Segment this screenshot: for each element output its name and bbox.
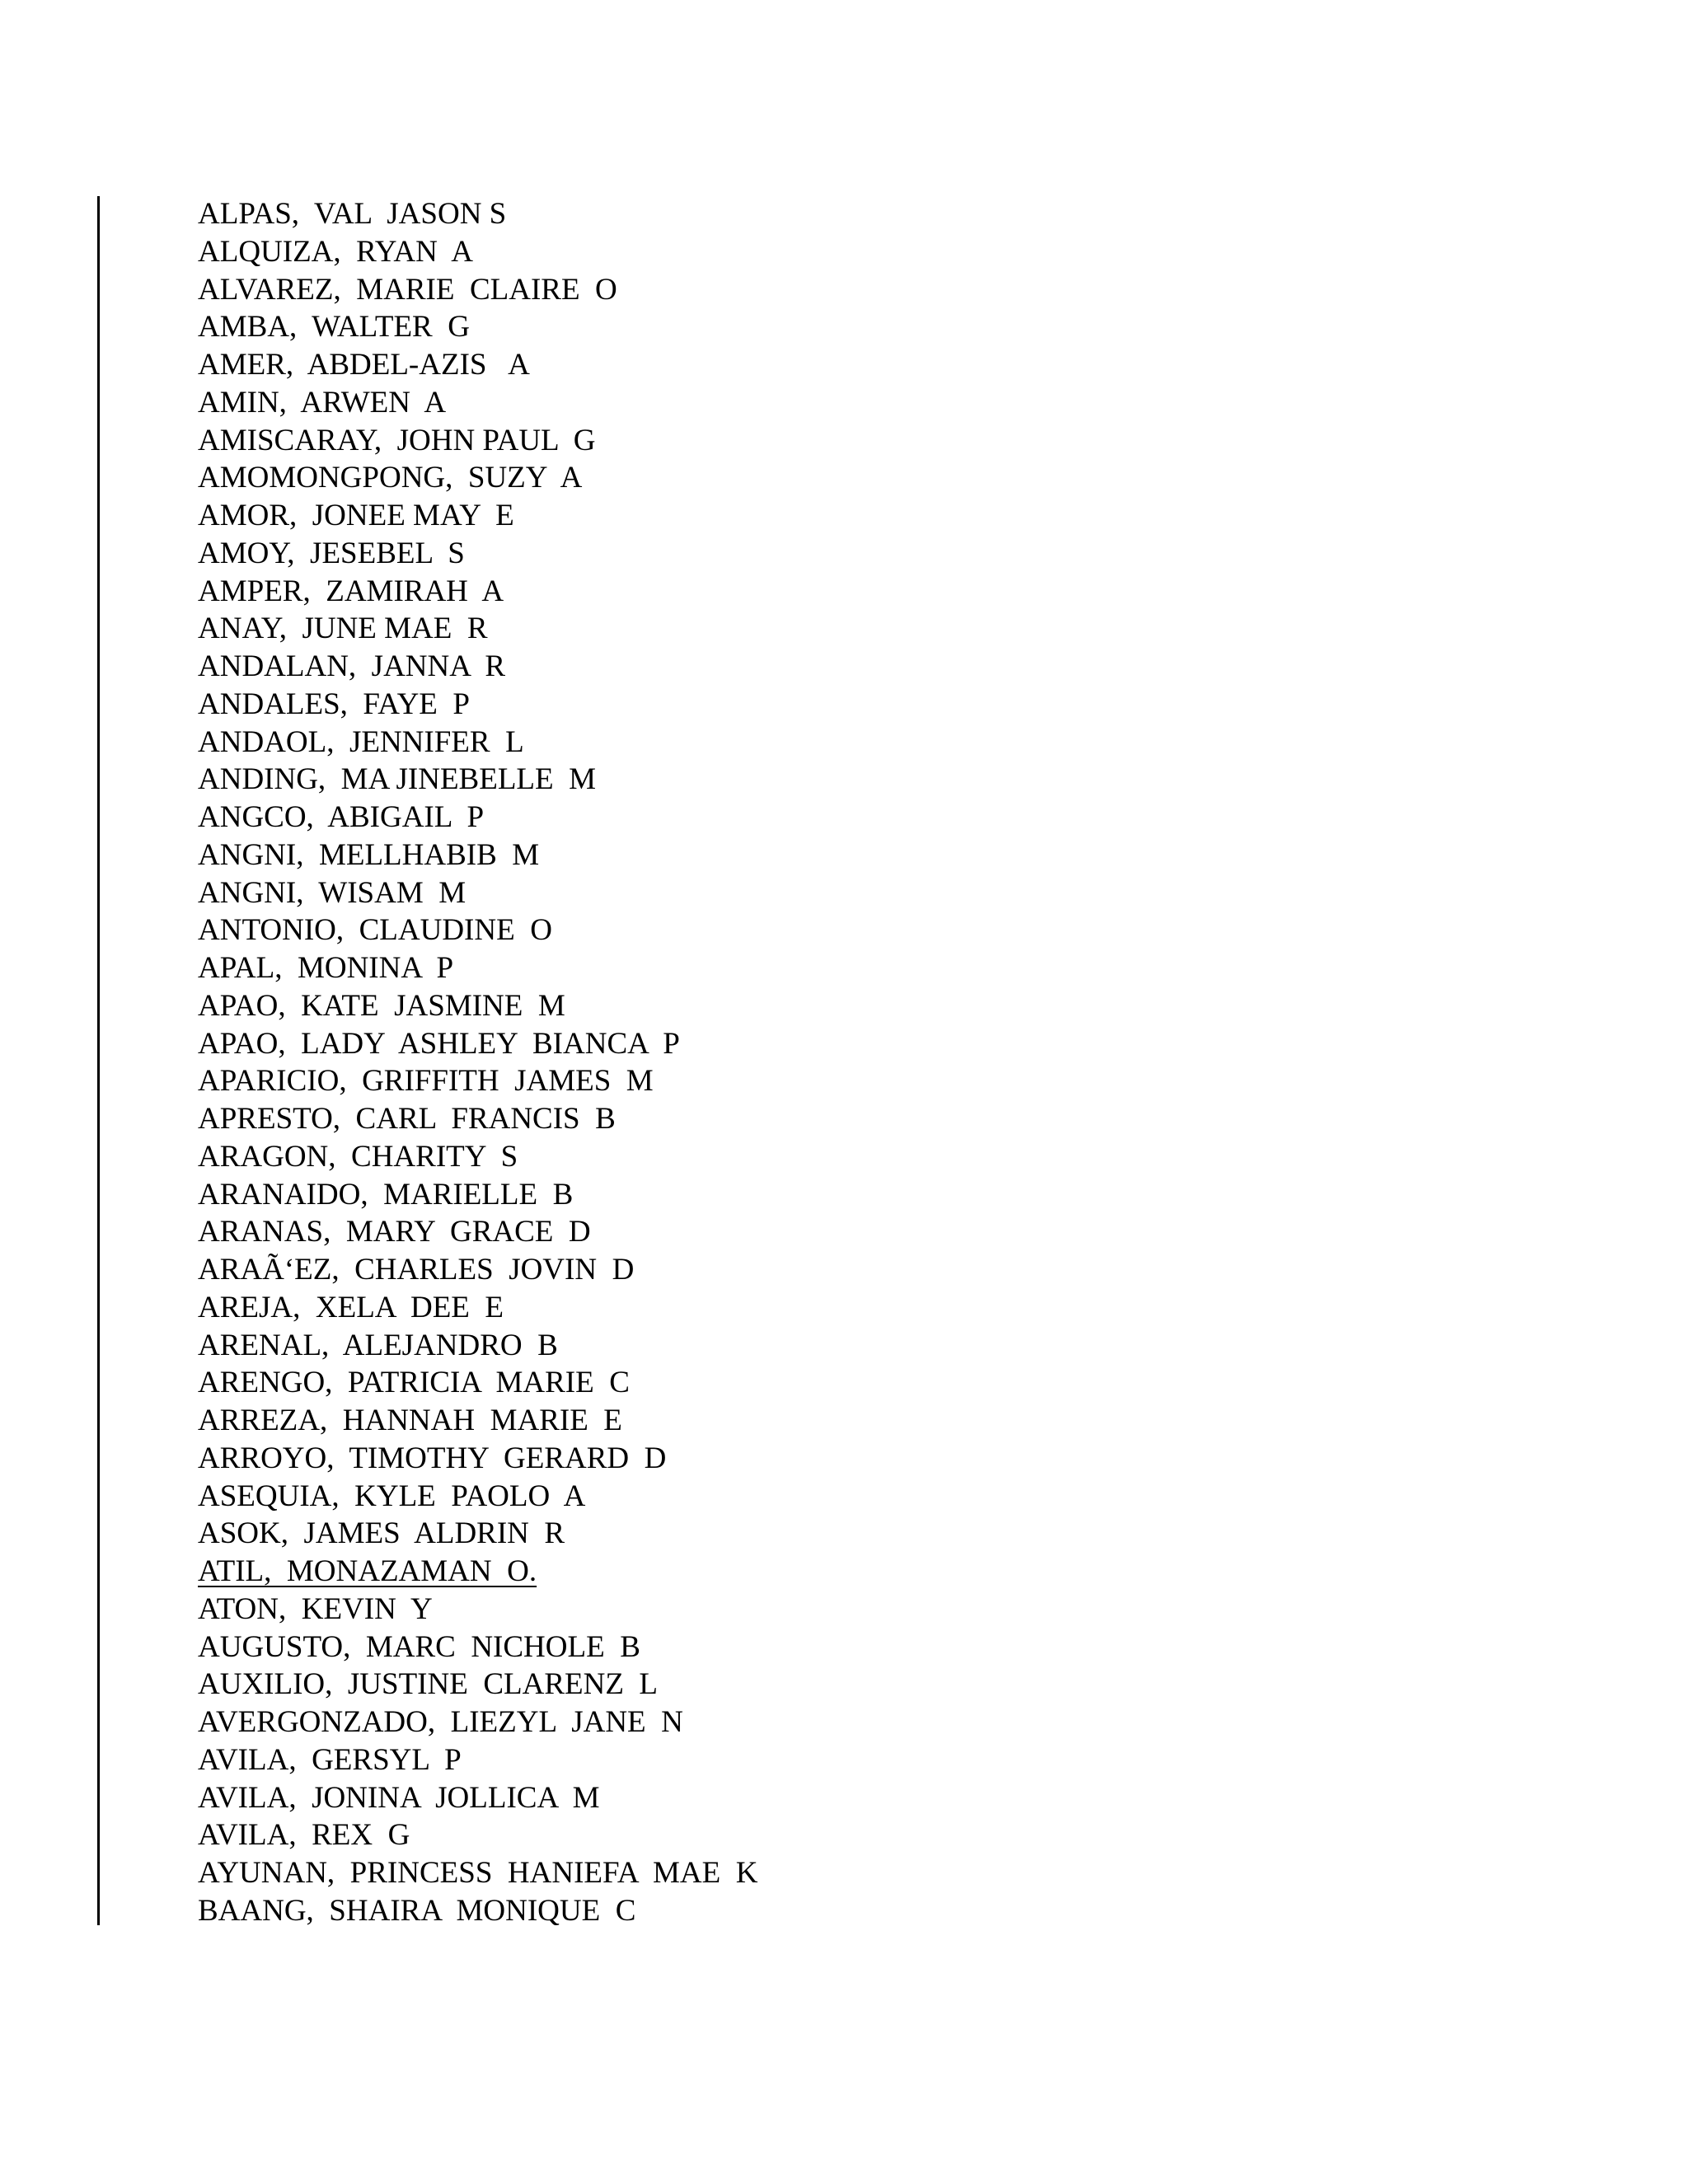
list-item: AVILA, REX G [198, 1818, 410, 1853]
list-item: ALVAREZ, MARIE CLAIRE O [198, 272, 617, 307]
list-item: ANDAOL, JENNIFER L [198, 724, 524, 759]
list-item: ARAGON, CHARITY S [198, 1139, 518, 1174]
list-item: APAL, MONINA P [198, 951, 454, 985]
list-item: APAO, KATE JASMINE M [198, 988, 565, 1023]
list-item: AMOR, JONEE MAY E [198, 499, 514, 532]
list-item: ASEQUIA, KYLE PAOLO A [198, 1479, 586, 1513]
list-item: ANDALAN, JANNA R [198, 649, 506, 683]
list-item: ANTONIO, CLAUDINE O [198, 913, 552, 948]
list-item: ASOK, JAMES ALDRIN R [198, 1516, 565, 1551]
list-item: AMBA, WALTER G [198, 310, 470, 344]
list-item: ANGNI, MELLHABIB M [198, 837, 540, 872]
list-item: BAANG, SHAIRA MONIQUE C [198, 1893, 636, 1928]
revision-bar [97, 196, 100, 1925]
list-item: AVERGONZADO, LIEZYL JANE N [198, 1705, 683, 1739]
list-item: ATON, KEVIN Y [198, 1591, 433, 1626]
list-item-underlined: ATIL, MONAZAMAN O. [198, 1554, 537, 1588]
list-item: APARICIO, GRIFFITH JAMES M [198, 1064, 654, 1099]
list-item: ARROYO, TIMOTHY GERARD D [198, 1441, 667, 1475]
list-item: ANGCO, ABIGAIL P [198, 800, 485, 834]
list-item: APRESTO, CARL FRANCIS B [198, 1102, 616, 1136]
list-item: AMISCARAY, JOHN PAUL G [198, 423, 596, 457]
list-item: ARENGO, PATRICIA MARIE C [198, 1366, 630, 1400]
list-item: ANAY, JUNE MAE R [198, 612, 488, 646]
list-item: AMOY, JESEBEL S [198, 536, 465, 570]
list-item: AMIN, ARWEN A [198, 385, 447, 419]
name-list [198, 195, 757, 1930]
list-item: AVILA, GERSYL P [198, 1742, 462, 1777]
list-item: ARREZA, HANNAH MARIE E [198, 1404, 622, 1437]
list-item: ARANAS, MARY GRACE D [198, 1215, 591, 1249]
list-item: ALPAS, VAL JASON S [198, 197, 507, 231]
list-item: AVILA, JONINA JOLLICA M [198, 1780, 600, 1815]
list-item: AREJA, XELA DEE E [198, 1290, 504, 1324]
list-item: AMER, ABDEL-AZIS A [198, 348, 530, 382]
list-item: AMOMONGPONG, SUZY A [198, 461, 583, 495]
list-item: ALQUIZA, RYAN A [198, 234, 474, 269]
list-item: AMPER, ZAMIRAH A [198, 574, 504, 608]
list-item: ANDING, MA JINEBELLE M [198, 762, 597, 797]
list-item: ANDALES, FAYE P [198, 687, 470, 721]
list-item: ARAÃ‘EZ, CHARLES JOVIN D [198, 1253, 635, 1286]
list-item: AUGUSTO, MARC NICHOLE B [198, 1629, 640, 1664]
list-item: ARANAIDO, MARIELLE B [198, 1177, 574, 1212]
list-item: AYUNAN, PRINCESS HANIEFA MAE K [198, 1856, 758, 1890]
list-item: ANGNI, WISAM M [198, 875, 467, 910]
list-item: APAO, LADY ASHLEY BIANCA P [198, 1026, 680, 1061]
list-item: AUXILIO, JUSTINE CLARENZ L [198, 1667, 659, 1702]
list-item: ARENAL, ALEJANDRO B [198, 1328, 558, 1362]
